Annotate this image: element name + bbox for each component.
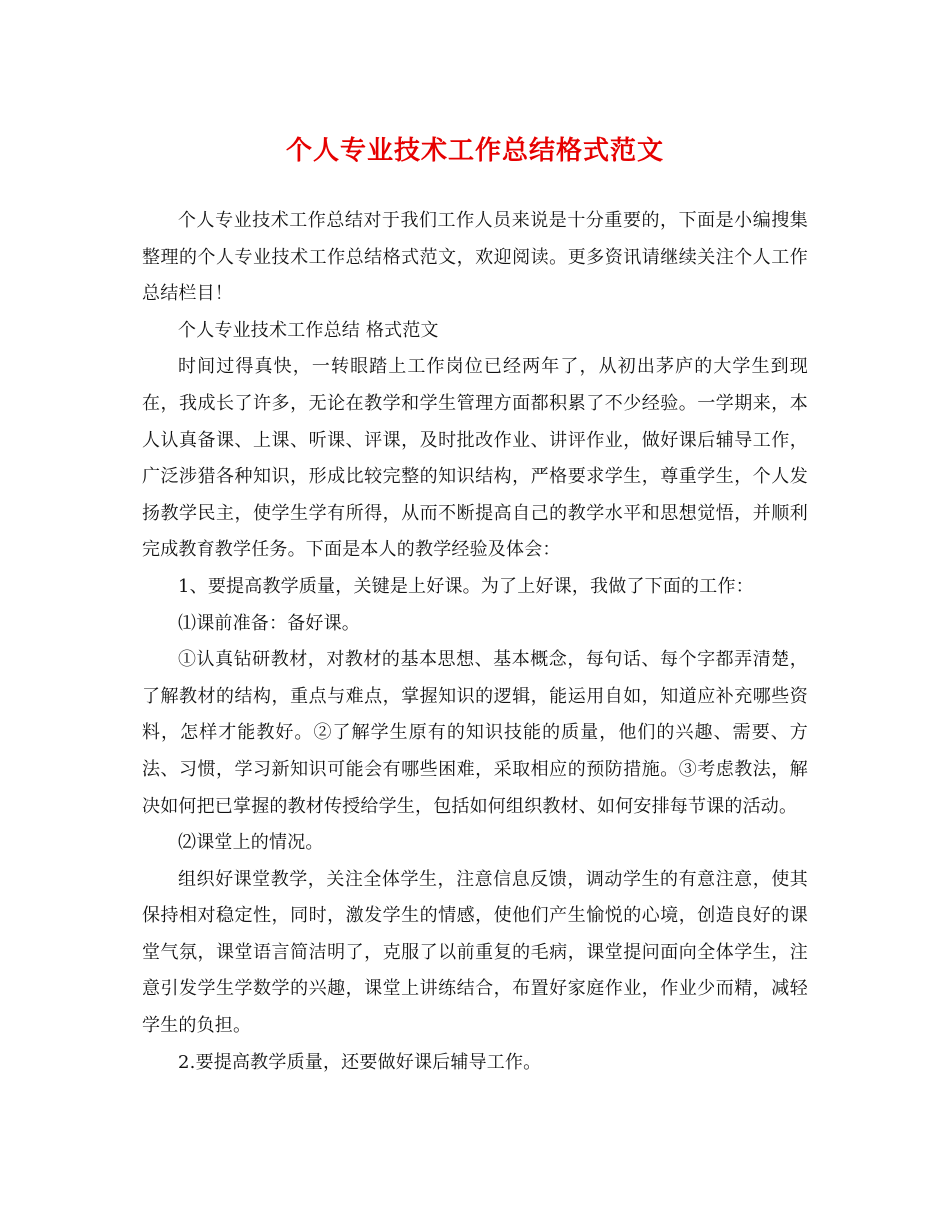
paragraph-overview: 时间过得真快，一转眼踏上工作岗位已经两年了，从初出茅庐的大学生到现在，我成长了许多，无论在教学和学生管理方面都积累了不少经验。一学期来，本人认真备课、上课、听课、评课，及时批改作业、讲评作业，做好课后辅导工作，广泛涉猎各种知识，形成比较完整的知识结构，严格要求学生，尊重学生，个人发扬教学民主，使学生学有所得，从而不断提高自己的教学水平和思想觉悟，并顺利完成教育教学任务。下面是本人的教学经验及体会： [142,356,808,561]
paragraph-preparation-details: ①认真钻研教材，对教材的基本思想、基本概念，每句话、每个字都弄清楚，了解教材的结构，重点与难点，掌握知识的逻辑，能运用自如，知道应补充哪些资料，怎样才能教好。②了解学生原有的知识技能的质量，他们的兴趣、需要、方法、习惯，学习新知识可能会有哪些困难，采取相应的预防措施。③考虑教法，解决如何把已掌握的教材传授给学生，包括如何组织教材、如何安排每节课的活动。 [142,649,808,817]
paragraph-point-1: 1、要提高教学质量，关键是上好课。为了上好课，我做了下面的工作： [178,575,754,597]
paragraph-subtitle: 个人专业技术工作总结 格式范文 [178,319,439,341]
paragraph-subpoint-1: ⑴课前准备：备好课。 [178,612,360,634]
paragraph-subpoint-2: ⑵课堂上的情况。 [178,832,324,854]
paragraph-intro: 个人专业技术工作总结对于我们工作人员来说是十分重要的，下面是小编搜集整理的个人专业技术工作总结格式范文，欢迎阅读。更多资讯请继续关注个人工作总结栏目！ [142,210,808,305]
page-title: 个人专业技术工作总结格式范文 [285,136,664,166]
paragraph-classroom-details: 组织好课堂教学，关注全体学生，注意信息反馈，调动学生的有意注意，使其保持相对稳定性，同时，激发学生的情感，使他们产生愉悦的心境，创造良好的课堂气氛，课堂语言简洁明了，克服了以前重复的毛病，课堂提问面向全体学生，注意引发学生学数学的兴趣，课堂上讲练结合，布置好家庭作业，作业少而精，减轻学生的负担。 [142,868,808,1037]
document-body [142,203,808,1081]
paragraph-point-2: 2.要提高教学质量，还要做好课后辅导工作。 [178,1051,542,1073]
